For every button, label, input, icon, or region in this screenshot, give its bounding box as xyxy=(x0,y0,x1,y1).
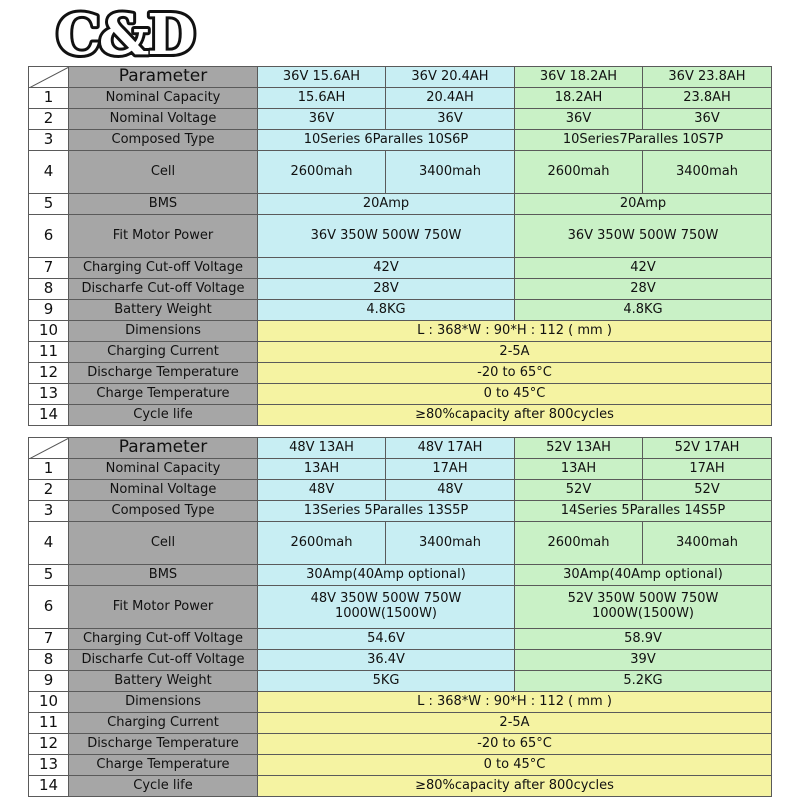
row-label: Discharfe Cut-off Voltage xyxy=(69,650,258,671)
table-row xyxy=(29,459,772,480)
model-header: 52V 17AH xyxy=(643,438,772,459)
row-number: 10 xyxy=(29,321,69,342)
row-value: L : 368*W : 90*H : 112 ( mm ) xyxy=(258,692,772,713)
row-number: 6 xyxy=(29,586,69,629)
table-row xyxy=(29,342,772,363)
row-value: ≥80%capacity after 800cycles xyxy=(258,405,772,426)
row-number: 14 xyxy=(29,405,69,426)
row-label: Nominal Capacity xyxy=(69,88,258,109)
table-row xyxy=(29,109,772,130)
row-label: Charging Cut-off Voltage xyxy=(69,629,258,650)
row-value: 0 to 45°C xyxy=(258,755,772,776)
brand-logo-text: C&D xyxy=(56,6,194,62)
table-row xyxy=(29,88,772,109)
row-label: Battery Weight xyxy=(69,671,258,692)
row-label: Cell xyxy=(69,522,258,565)
row-value: 2600mah xyxy=(515,522,643,565)
row-number: 12 xyxy=(29,734,69,755)
row-value: 10Series7Paralles 10S7P xyxy=(515,130,772,151)
row-label: Charging Current xyxy=(69,713,258,734)
row-number: 9 xyxy=(29,300,69,321)
row-number: 4 xyxy=(29,151,69,194)
row-value: 4.8KG xyxy=(258,300,515,321)
row-value: 2600mah xyxy=(258,522,386,565)
row-number: 5 xyxy=(29,565,69,586)
row-value: 18.2AH xyxy=(515,88,643,109)
row-value: 3400mah xyxy=(643,522,772,565)
table-row xyxy=(29,755,772,776)
row-value: 28V xyxy=(515,279,772,300)
row-label: Dimensions xyxy=(69,321,258,342)
row-number: 13 xyxy=(29,755,69,776)
row-value: 2600mah xyxy=(515,151,643,194)
row-number: 3 xyxy=(29,501,69,522)
row-value: 42V xyxy=(258,258,515,279)
row-value: 20Amp xyxy=(258,194,515,215)
header-corner-cell xyxy=(29,438,69,459)
corner-diagonal-icon xyxy=(29,438,69,459)
row-label: Charge Temperature xyxy=(69,755,258,776)
row-value: 36V 350W 500W 750W xyxy=(258,215,515,258)
motor-power-line: 48V 350W 500W 750W xyxy=(310,591,462,607)
row-value: 13AH xyxy=(515,459,643,480)
model-header: 36V 15.6AH xyxy=(258,67,386,88)
row-value: 48V xyxy=(386,480,515,501)
row-value: 3400mah xyxy=(386,522,515,565)
table-row xyxy=(29,480,772,501)
table-row xyxy=(29,279,772,300)
row-value: 58.9V xyxy=(515,629,772,650)
row-label: Cycle life xyxy=(69,776,258,797)
table-row xyxy=(29,363,772,384)
motor-power-line: 1000W(1500W) xyxy=(334,606,438,621)
row-label: Battery Weight xyxy=(69,300,258,321)
row-number: 3 xyxy=(29,130,69,151)
row-number: 2 xyxy=(29,109,69,130)
row-value: 36V xyxy=(386,109,515,130)
table-header-row xyxy=(29,67,772,88)
row-number: 4 xyxy=(29,522,69,565)
row-label: Cycle life xyxy=(69,405,258,426)
row-number: 8 xyxy=(29,650,69,671)
row-label: Discharge Temperature xyxy=(69,734,258,755)
row-value: 5KG xyxy=(258,671,515,692)
row-value: 20Amp xyxy=(515,194,772,215)
model-header: 36V 18.2AH xyxy=(515,67,643,88)
table-header-row xyxy=(29,438,772,459)
row-number: 6 xyxy=(29,215,69,258)
row-value: 20.4AH xyxy=(386,88,515,109)
row-value: 52V xyxy=(643,480,772,501)
row-value: 15.6AH xyxy=(258,88,386,109)
table-row xyxy=(29,692,772,713)
row-label: Charge Temperature xyxy=(69,384,258,405)
row-number: 1 xyxy=(29,459,69,480)
row-number: 2 xyxy=(29,480,69,501)
table-row xyxy=(29,671,772,692)
row-value: 36V xyxy=(258,109,386,130)
table-row xyxy=(29,565,772,586)
row-label: Charging Cut-off Voltage xyxy=(69,258,258,279)
row-value: 30Amp(40Amp optional) xyxy=(515,565,772,586)
row-number: 10 xyxy=(29,692,69,713)
row-value: 39V xyxy=(515,650,772,671)
row-value: 5.2KG xyxy=(515,671,772,692)
row-value: 36V xyxy=(643,109,772,130)
row-number: 7 xyxy=(29,629,69,650)
brand-logo xyxy=(10,6,240,62)
row-number: 9 xyxy=(29,671,69,692)
row-label: Nominal Voltage xyxy=(69,109,258,130)
corner-diagonal-icon xyxy=(29,67,69,88)
row-number: 11 xyxy=(29,713,69,734)
row-value: 3400mah xyxy=(386,151,515,194)
model-header: 36V 20.4AH xyxy=(386,67,515,88)
model-header: 52V 13AH xyxy=(515,438,643,459)
row-label: BMS xyxy=(69,565,258,586)
table-row xyxy=(29,629,772,650)
table-row xyxy=(29,776,772,797)
row-label: Composed Type xyxy=(69,501,258,522)
spec-table-48v-52v xyxy=(28,437,772,797)
model-header: 48V 13AH xyxy=(258,438,386,459)
table-row xyxy=(29,650,772,671)
motor-power-line: 52V 350W 500W 750W xyxy=(567,591,719,607)
spec-table-36v xyxy=(28,66,772,426)
row-label: Dimensions xyxy=(69,692,258,713)
row-value: 4.8KG xyxy=(515,300,772,321)
row-value: 17AH xyxy=(643,459,772,480)
row-value: 17AH xyxy=(386,459,515,480)
table-row xyxy=(29,501,772,522)
table-row xyxy=(29,734,772,755)
row-value: 14Series 5Paralles 14S5P xyxy=(515,501,772,522)
row-value: 2-5A xyxy=(258,713,772,734)
row-number: 1 xyxy=(29,88,69,109)
row-value: 52V xyxy=(515,480,643,501)
row-label: Fit Motor Power xyxy=(69,586,258,629)
row-label: BMS xyxy=(69,194,258,215)
table-row xyxy=(29,258,772,279)
row-number: 7 xyxy=(29,258,69,279)
row-value xyxy=(515,586,772,629)
row-value: 23.8AH xyxy=(643,88,772,109)
table-row xyxy=(29,215,772,258)
row-value: 3400mah xyxy=(643,151,772,194)
row-label: Nominal Voltage xyxy=(69,480,258,501)
row-value: 2600mah xyxy=(258,151,386,194)
header-corner-cell xyxy=(29,67,69,88)
table-row xyxy=(29,321,772,342)
table-row xyxy=(29,151,772,194)
row-value: 48V xyxy=(258,480,386,501)
row-value: 36.4V xyxy=(258,650,515,671)
parameter-header: Parameter xyxy=(69,67,258,88)
table-row xyxy=(29,586,772,629)
row-label: Cell xyxy=(69,151,258,194)
table-row xyxy=(29,384,772,405)
row-value: 30Amp(40Amp optional) xyxy=(258,565,515,586)
row-value: 13Series 5Paralles 13S5P xyxy=(258,501,515,522)
row-value: 36V 350W 500W 750W xyxy=(515,215,772,258)
row-value: -20 to 65°C xyxy=(258,363,772,384)
row-number: 11 xyxy=(29,342,69,363)
row-label: Charging Current xyxy=(69,342,258,363)
row-value: 10Series 6Paralles 10S6P xyxy=(258,130,515,151)
row-label: Discharfe Cut-off Voltage xyxy=(69,279,258,300)
model-header: 48V 17AH xyxy=(386,438,515,459)
row-value: 36V xyxy=(515,109,643,130)
row-number: 13 xyxy=(29,384,69,405)
table-row xyxy=(29,194,772,215)
table-row xyxy=(29,522,772,565)
motor-power-line: 1000W(1500W) xyxy=(591,606,695,621)
row-label: Nominal Capacity xyxy=(69,459,258,480)
row-number: 14 xyxy=(29,776,69,797)
row-value: 54.6V xyxy=(258,629,515,650)
table-row xyxy=(29,713,772,734)
row-label: Fit Motor Power xyxy=(69,215,258,258)
row-value xyxy=(258,586,515,629)
row-label: Discharge Temperature xyxy=(69,363,258,384)
table-row xyxy=(29,300,772,321)
row-label: Composed Type xyxy=(69,130,258,151)
table-row xyxy=(29,405,772,426)
row-number: 5 xyxy=(29,194,69,215)
model-header: 36V 23.8AH xyxy=(643,67,772,88)
row-value: ≥80%capacity after 800cycles xyxy=(258,776,772,797)
row-value: -20 to 65°C xyxy=(258,734,772,755)
parameter-header: Parameter xyxy=(69,438,258,459)
row-number: 12 xyxy=(29,363,69,384)
table-row xyxy=(29,130,772,151)
row-value: L : 368*W : 90*H : 112 ( mm ) xyxy=(258,321,772,342)
row-value: 13AH xyxy=(258,459,386,480)
row-number: 8 xyxy=(29,279,69,300)
row-value: 28V xyxy=(258,279,515,300)
row-value: 0 to 45°C xyxy=(258,384,772,405)
row-value: 42V xyxy=(515,258,772,279)
row-value: 2-5A xyxy=(258,342,772,363)
